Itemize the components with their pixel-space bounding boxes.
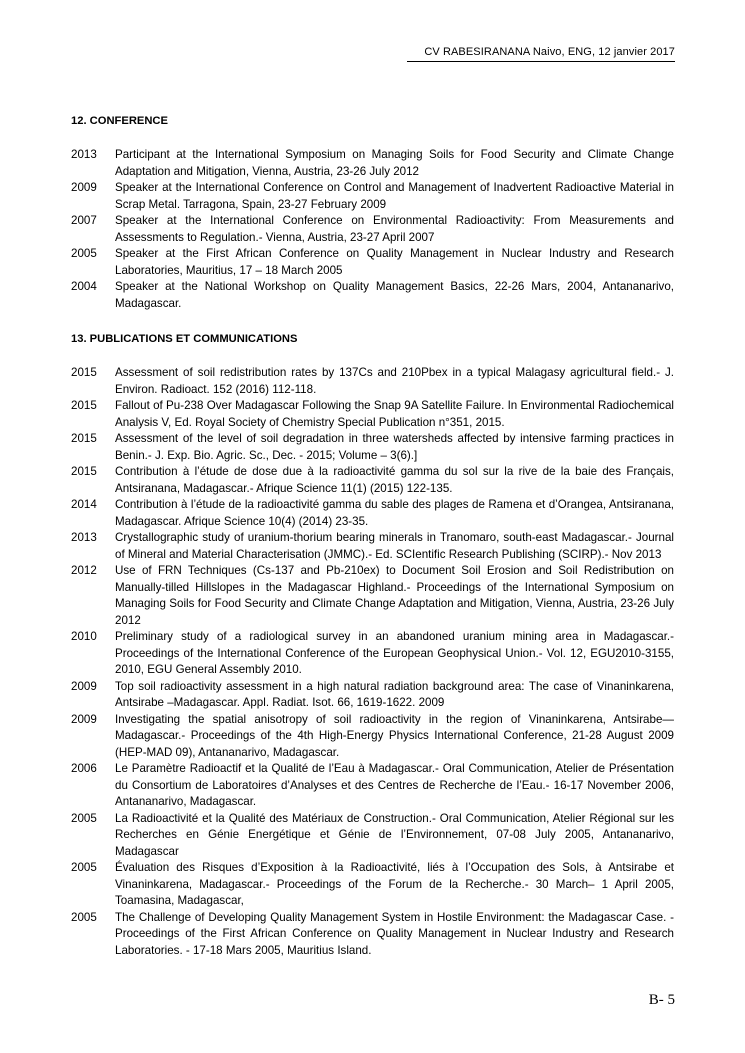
publication-entry (71, 811, 674, 861)
entry-year: 2010 (71, 630, 97, 643)
publication-entry (71, 398, 674, 431)
entry-year: 2005 (71, 910, 97, 924)
entry-year: 2009 (71, 712, 97, 726)
publication-entry (71, 464, 674, 497)
entry-year: 2015 (71, 465, 97, 478)
entry-text: Assessment of soil redistribution rates by 137Cs and 210Pbex in a typical Malagasy agricultural field.- J. Environ. Radioact. 152 (2016) 112-118. (115, 366, 674, 396)
entry-year: 2006 (71, 762, 97, 775)
conference-list (71, 147, 674, 312)
conference-entry (71, 147, 674, 180)
entry-year: 2007 (71, 214, 97, 227)
publication-entry (71, 431, 674, 464)
entry-year: 2015 (71, 399, 97, 412)
entry-text: Participant at the International Symposium on Managing Soils for Food Security and Climate Change Adaptation and Mitigation, Vienna, Austria, 23-26 July 2012 (115, 148, 674, 178)
conference-entry (71, 213, 674, 246)
publication-entry (71, 629, 674, 679)
entry-text: Contribution à l’étude de dose due à la radioactivité gamma du sol sur la rive de la baie des Français, Antsiranana, Madagascar.- Afrique Science 11(1) (2015) 122-135. (115, 465, 674, 495)
publication-entry (71, 365, 674, 398)
page-header: CV RABESIRANANA Naivo, ENG, 12 janvier 2017 (407, 46, 675, 62)
entry-text: Use of FRN Techniques (Cs-137 and Pb-210ex) to Document Soil Erosion and Soil Redistribution on Manually-tilled Hillslopes in the Madagascar Highland.- Proceedings of the International Symposium on Managing Soils for Food Security and Climate Change Adaptation and Mitigation, Vienna, Austria, 23-26 July 2012 (115, 564, 674, 627)
publication-entry (71, 712, 674, 762)
publication-entry (71, 530, 674, 563)
entry-text: Assessment of the level of soil degradation in three watersheds affected by intensive farming practices in Benin.- J. Exp. Bio. Agric. Sc., Dec. - 2015; Volume – 3(6).] (115, 432, 674, 462)
publications-list (71, 365, 674, 959)
publication-entry (71, 563, 674, 629)
entry-year: 2013 (71, 531, 97, 544)
entry-text: The Challenge of Developing Quality Management System in Hostile Environment: the Madagascar Case. - Proceedings of the First African Conference on Quality Management in Nuclear Industry and Research Laboratories. - 17-18 Mars 2005, Mauritius Island. (115, 910, 674, 957)
entry-year: 2015 (71, 366, 97, 379)
entry-year: 2004 (71, 280, 97, 293)
entry-text: Speaker at the International Conference on Control and Management of Inadvertent Radioactive Material in Scrap Metal. Tarragona, Spain, 23-27 February 2009 (115, 181, 674, 211)
entry-year: 2005 (71, 811, 97, 825)
entry-text: Le Paramètre Radioactif et la Qualité de l’Eau à Madagascar.- Oral Communication, Atelier de Présentation du Consortium de Laboratoires d’Analyses et des Centres de Recherche de l’Eau.- 16-17 November 2006, Antananarivo, Madagascar. (115, 762, 674, 808)
publication-entry (71, 761, 674, 811)
entry-year: 2014 (71, 498, 97, 511)
page-number: B- 5 (648, 992, 675, 1008)
entry-text: Évaluation des Risques d’Exposition à la Radioactivité, liés à l’Occupation des Sols, à Antsirabe et Vinaninkarena, Madagascar.- Proceedings of the Forum de la Recherche.- 30 March– 1 April 2005, Toamasina, Madagascar, (115, 861, 674, 907)
entry-year: 2015 (71, 432, 97, 445)
conference-entry (71, 246, 674, 279)
entry-text: La Radioactivité et la Qualité des Matériaux de Construction.- Oral Communication, Atelier Régional sur les Recherches en Génie Energétique et Génie de l’Environnement, 07-08 July 2005, Antananarivo, Madagascar (115, 811, 674, 858)
publication-entry (71, 497, 674, 530)
entry-text: Speaker at the International Conference on Environmental Radioactivity: From Measurements and Assessments to Regulation.- Vienna, Austria, 23-27 April 2007 (115, 214, 674, 244)
publication-entry (71, 860, 674, 910)
entry-text: Preliminary study of a radiological survey in an abandoned uranium mining area in Madagascar.- Proceedings of the International Conference of the European Geophysical Union.- Vol. 12, EGU2010-3155, 2010, EGU General Assembly 2010. (115, 630, 674, 676)
entry-text: Speaker at the First African Conference on Quality Management in Nuclear Industry and Research Laboratories, Mauritius, 17 – 18 March 2005 (115, 247, 674, 277)
conference-entry (71, 180, 674, 213)
entry-text: Investigating the spatial anisotropy of soil radioactivity in the region of Vinaninkarena, Antsirabe—Madagascar.- Proceedings of the 4th High-Energy Physics International Conference, 21-28 August 2009 (HEP-MAD 09), Antananarivo, Madagascar. (115, 712, 674, 759)
entry-year: 2012 (71, 564, 97, 577)
entry-text: Speaker at the National Workshop on Quality Management Basics, 22-26 Mars, 2004, Antananarivo, Madagascar. (115, 280, 674, 310)
publication-entry (71, 910, 674, 960)
publications-section-title: 13. PUBLICATIONS ET COMMUNICATIONS (71, 333, 298, 345)
entry-text: Contribution à l’étude de la radioactivité gamma du sable des plages de Ramena et d’Orangea, Antsiranana, Madagascar. Afrique Science 10(4) (2014) 23-35. (115, 498, 674, 528)
conference-section-title: 12. CONFERENCE (71, 115, 168, 127)
entry-year: 2009 (71, 679, 97, 693)
entry-text: Top soil radioactivity assessment in a high natural radiation background area: The case of Vinaninkarena, Antsirabe –Madagascar. Appl. Radiat. Isot. 66, 1619-1622. 2009 (115, 679, 674, 709)
entry-year: 2005 (71, 861, 97, 874)
entry-year: 2005 (71, 247, 97, 260)
entry-text: Fallout of Pu-238 Over Madagascar Following the Snap 9A Satellite Failure. In Environmental Radiochemical Analysis V, Ed. Royal Society of Chemistry Special Publication n°351, 2015. (115, 399, 674, 429)
conference-entry (71, 279, 674, 312)
entry-year: 2013 (71, 148, 97, 161)
entry-year: 2009 (71, 181, 97, 194)
entry-text: Crystallographic study of uranium-thorium bearing minerals in Tranomaro, south-east Madagascar.- Journal of Mineral and Material Characterisation (JMMC).- Ed. SCIentific Research Publishing (SCIRP).- Nov 2013 (115, 531, 674, 561)
publication-entry (71, 679, 674, 712)
